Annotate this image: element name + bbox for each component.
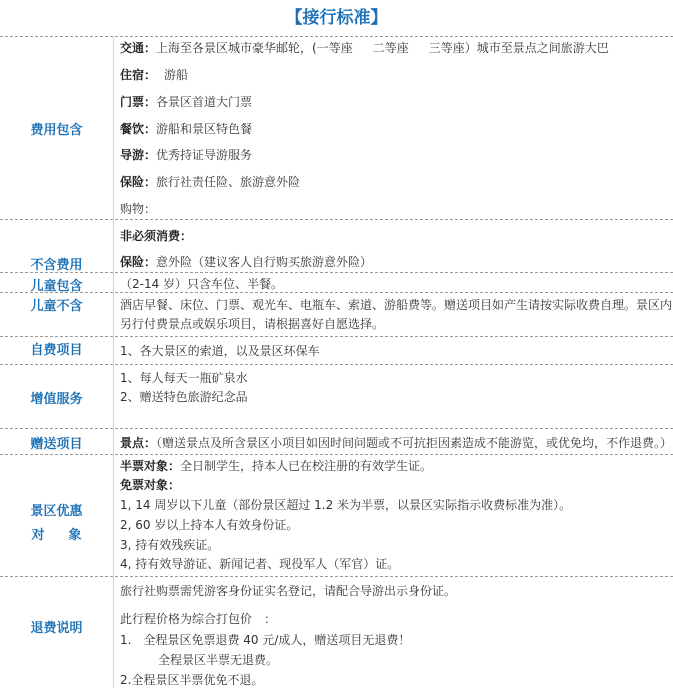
shopping-key: 购物：: [120, 202, 157, 216]
non-mandatory-heading: 非必须消费：: [120, 229, 193, 243]
refund-line: 旅行社购票需凭游客身份证实名登记，请配合导游出示身份证。: [120, 584, 457, 598]
meals-row: [120, 121, 252, 137]
row-divider: [0, 364, 673, 365]
tickets-key: 门票：: [120, 95, 157, 109]
refund-label: 退费说明: [30, 621, 83, 636]
guide-row: [120, 147, 252, 163]
excluded-insurance-key: 保险：: [120, 255, 157, 269]
half-price-text: 全日制学生，持本人已在校注册的有效学生证。: [180, 459, 433, 473]
insurance-key: 保险：: [120, 175, 157, 189]
refund-line: 此行程价格为综合打包价 ：: [120, 612, 277, 626]
gifts-row: [120, 435, 672, 451]
insurance-row: [120, 174, 300, 190]
self-paid-text: 1、各大景区的索道，以及景区环保车: [120, 344, 320, 358]
shopping-row: [120, 201, 156, 217]
lodging-text: 游船: [164, 68, 189, 82]
transport-text-a: 上海至各景区城市豪华邮轮，(一等座: [156, 41, 353, 55]
half-price-key: 半票对象：: [120, 459, 181, 473]
free-ticket-line: 2, 60 岁以上持本人有效身份证。: [120, 518, 299, 532]
row-divider: [0, 36, 673, 37]
row-divider: [0, 219, 673, 220]
discount-label-char: 对: [31, 528, 45, 543]
child-excluded-line: 酒店早餐、床位、门票、观光车、电瓶车、索道、游船费等。赠送项目如产生请按实际收费自理。景区内: [120, 298, 673, 312]
gifts-text: （赠送景点及所含景区小项目如因时间问题或不可抗拒因素造成不能游览，或优免均，不作退费。）: [156, 436, 673, 450]
self-paid-label: 自费项目: [30, 343, 83, 358]
value-added-line: 2、赠送特色旅游纪念品: [120, 390, 248, 404]
discount-label-2: [0, 524, 113, 543]
child-excluded-label: 儿童不含: [30, 299, 83, 314]
tickets-row: [120, 94, 252, 110]
meals-key: 餐饮：: [120, 122, 157, 136]
child-excluded-line: 另行付费景点或娱乐项目，请根据喜好自愿选择。: [120, 317, 385, 331]
excluded-insurance-row: [120, 254, 372, 270]
excluded-insurance-text: 意外险（建议客人自行购买旅游意外险）: [156, 255, 373, 269]
transport-text-b: 二等座: [372, 41, 409, 55]
row-divider: [0, 428, 673, 429]
transport-text-c: 三等座）城市至景点之间旅游大巴: [428, 41, 609, 55]
free-ticket-line: 1, 14 周岁以下儿童（部份景区超过 1.2 米为半票，以景区实际指示收费标准为准）。: [120, 498, 572, 512]
free-ticket-line: 4, 持有效导游证、新闻记者、现役军人（军官）证。: [120, 557, 400, 571]
fee-included-label: 费用包含: [30, 123, 83, 138]
guide-text: 优秀持证导游服务: [156, 148, 253, 162]
free-ticket-heading: 免票对象：: [120, 478, 181, 492]
refund-line: 全程景区半票无退费。: [158, 653, 279, 667]
page-title: 【接行标准】: [285, 8, 388, 28]
transport-row: [120, 40, 609, 56]
row-divider: [0, 576, 673, 577]
discount-label-char: 象: [68, 528, 82, 543]
value-added-line: 1、每人每天一瓶矿泉水: [120, 371, 248, 385]
row-divider: [0, 454, 673, 455]
half-price-row: [120, 458, 432, 474]
refund-line: 1. 全程景区免票退费 40 元/成人，赠送项目无退费！: [120, 633, 411, 647]
fee-excluded-label: 不含费用: [30, 258, 83, 273]
guide-key: 导游：: [120, 148, 157, 162]
transport-key: 交通：: [120, 41, 157, 55]
lodging-key: 住宿：: [120, 68, 157, 82]
free-ticket-line: 3, 持有效残疾证。: [120, 538, 220, 552]
value-added-label: 增值服务: [30, 392, 83, 407]
discount-label: 景区优惠: [30, 504, 83, 519]
tickets-text: 各景区首道大门票: [156, 95, 253, 109]
row-divider: [0, 336, 673, 337]
insurance-text: 旅行社责任险、旅游意外险: [156, 175, 301, 189]
column-divider: [113, 36, 114, 688]
refund-line: 2.全程景区半票优免不退。: [120, 673, 264, 687]
gifts-label: 赠送项目: [30, 437, 83, 452]
gifts-key: 景点：: [120, 436, 157, 450]
lodging-row: [120, 67, 188, 83]
child-included-text: （2-14 岁）只含车位、半餐。: [120, 277, 284, 291]
child-included-label: 儿童包含: [30, 279, 83, 294]
meals-text: 游船和景区特色餐: [156, 122, 253, 136]
